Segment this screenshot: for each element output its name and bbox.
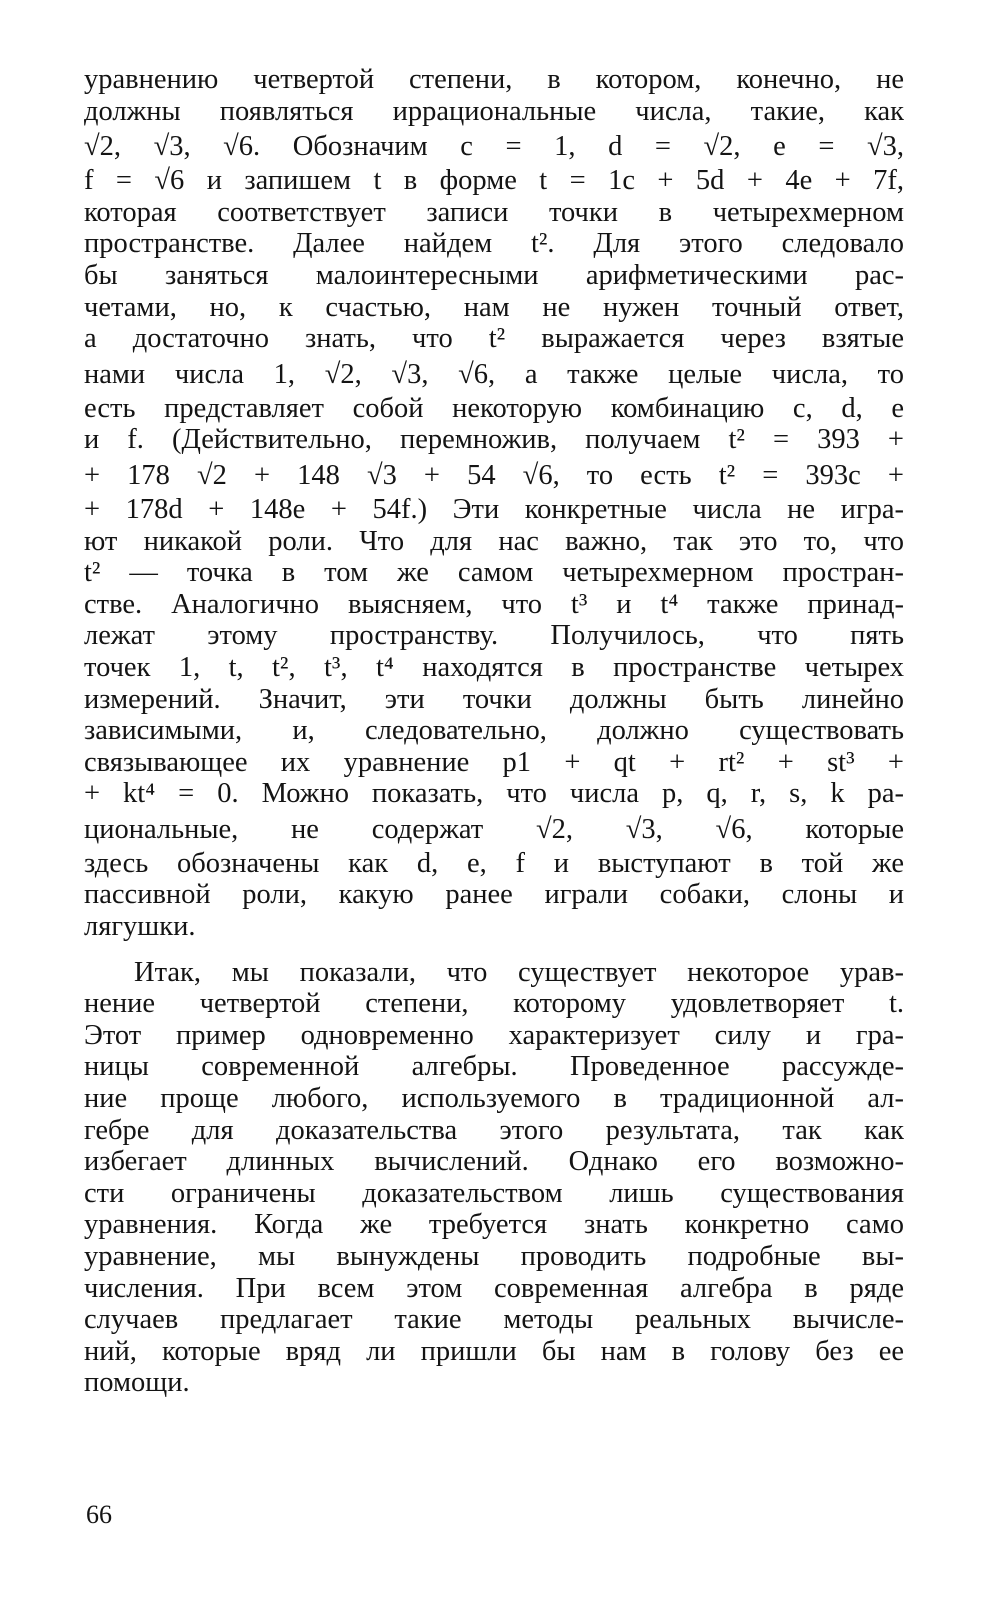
- text-line: точек 1, t, t², t³, t⁴ находятся в пространстве четырех: [84, 651, 904, 683]
- text-line: + kt⁴ = 0. Можно показать, что числа p, q, r, s, k ра-: [84, 778, 904, 810]
- page-body: [84, 64, 904, 1399]
- text-line: четами, но, к счастью, нам не нужен точный ответ,: [84, 291, 904, 323]
- paragraph-2: [84, 957, 904, 1399]
- text-line: t² — точка в том же самом четырехмерном простран-: [84, 557, 904, 589]
- text-line: связывающее их уравнение p1 + qt + rt² + st³ +: [84, 746, 904, 778]
- text-line: здесь обозначены как d, e, f и выступают в той же: [84, 847, 904, 879]
- text-line: ют никакой роли. Что для нас важно, так это то, что: [84, 525, 904, 557]
- text-line: избегает длинных вычислений. Однако его возможно-: [84, 1146, 904, 1178]
- text-line: лежат этому пространству. Получилось, что пять: [84, 620, 904, 652]
- text-line: а достаточно знать, что t² выражается через взятые: [84, 323, 904, 355]
- text-line: гебре для доказательства этого результата, так как: [84, 1114, 904, 1146]
- text-line: + 178d + 148e + 54f.) Эти конкретные числа не игра-: [84, 493, 904, 525]
- text-line: пространстве. Далее найдем t². Для этого следовало: [84, 228, 904, 260]
- text-line: помощи.: [84, 1367, 190, 1399]
- text-line: бы заняться малоинтересными арифметическими рас-: [84, 259, 904, 291]
- text-line: случаев предлагает такие методы реальных вычисле-: [84, 1304, 904, 1336]
- text-line: лягушки.: [84, 911, 196, 943]
- text-line: есть представляет собой некоторую комбинацию c, d, e: [84, 392, 904, 424]
- text-line: ние проще любого, используемого в традиционной ал-: [84, 1083, 904, 1115]
- text-line: Итак, мы показали, что существует некоторое урав-: [134, 956, 904, 988]
- text-line: ницы современной алгебры. Проведенное рассужде-: [84, 1051, 904, 1083]
- text-line: измерений. Значит, эти точки должны быть линейно: [84, 683, 904, 715]
- text-line: и f. (Действительно, перемножив, получаем t² = 393 +: [84, 424, 904, 456]
- text-line: числения. При всем этом современная алгебра в ряде: [84, 1272, 904, 1304]
- text-line: уравнения. Когда же требуется знать конкретно само: [84, 1209, 904, 1241]
- paragraph-1: [84, 64, 904, 943]
- text-line: должны появляться иррациональные числа, такие, как: [84, 95, 904, 127]
- text-line: + 178 √2 + 148 √3 + 54 √6, то есть t² = 393c +: [84, 459, 904, 491]
- text-line: стве. Аналогично выясняем, что t³ и t⁴ также принад-: [84, 588, 904, 620]
- page-number: 66: [86, 1500, 112, 1529]
- text-line: уравнение, мы вынуждены проводить подробные вы-: [84, 1241, 904, 1272]
- text-line: f = √6 и запишем t в форме t = 1c + 5d + 4e + 7f,: [84, 165, 904, 197]
- text-line: циональные, не содержат √2, √3, √6, которые: [84, 813, 904, 845]
- text-line: сти ограничены доказательством лишь существования: [84, 1177, 904, 1209]
- text-line: которая соответствует записи точки в четырехмерном: [84, 196, 904, 228]
- text-line: ний, которые вряд ли пришли бы нам в голову без ее: [84, 1335, 904, 1367]
- text-line: нение четвертой степени, которому удовлетворяет t.: [84, 988, 904, 1020]
- text-line: нами числа 1, √2, √3, √6, а также целые числа, то: [84, 358, 904, 390]
- text-line: уравнению четвертой степени, в котором, конечно, не: [84, 64, 904, 95]
- text-line: пассивной роли, какую ранее играли собаки, слоны и: [84, 879, 904, 911]
- text-line: зависимыми, и, следовательно, должно существовать: [84, 715, 904, 747]
- text-line: √2, √3, √6. Обозначим c = 1, d = √2, e = √3,: [84, 131, 904, 163]
- text-line: Этот пример одновременно характеризует силу и гра-: [84, 1019, 904, 1051]
